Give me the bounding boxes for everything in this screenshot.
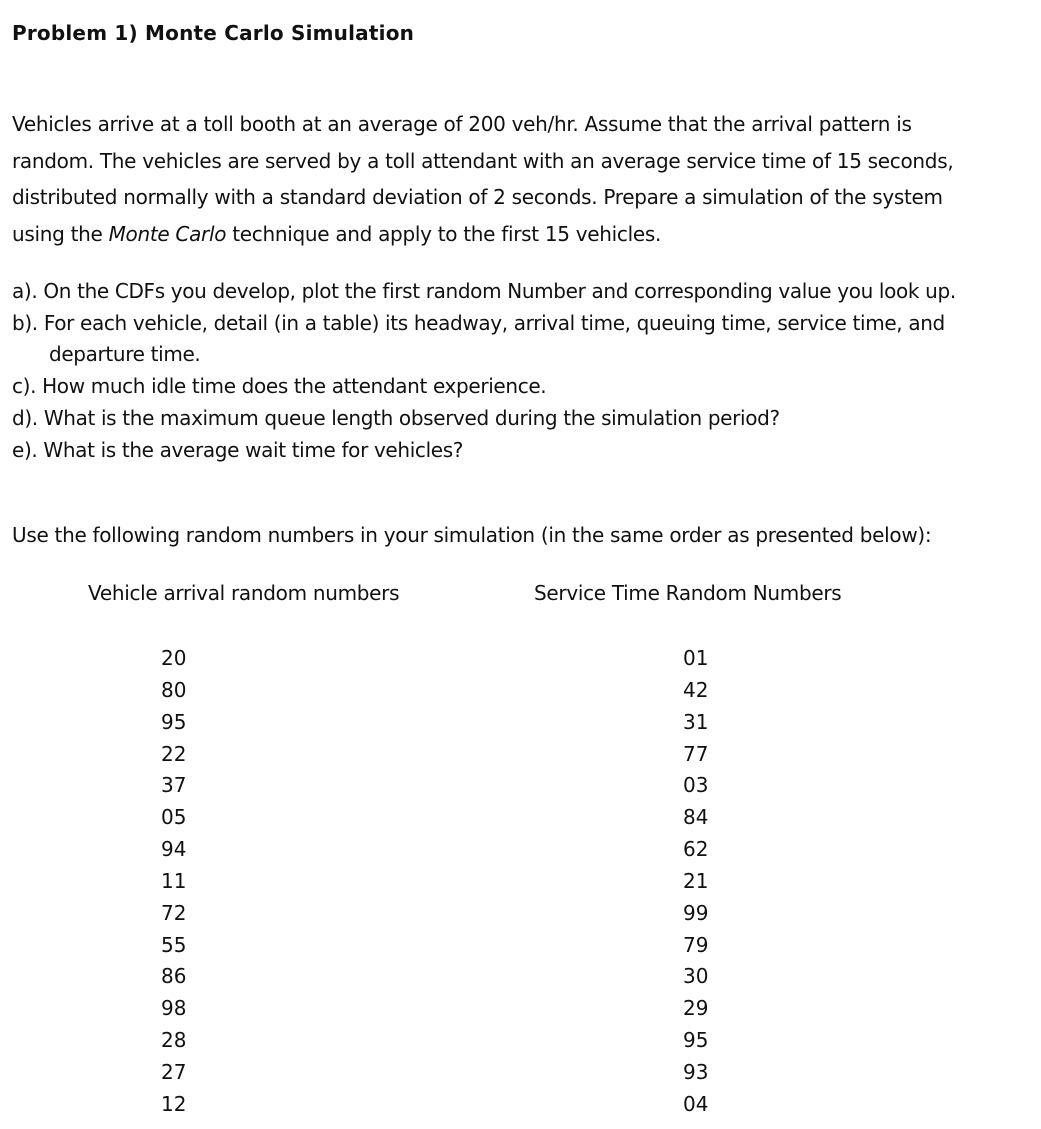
service-column-header: Service Time Random Numbers: [534, 581, 842, 605]
problem-statement-line: distributed normally with a standard deviation of 2 seconds. Prepare a simulation of the system: [12, 185, 943, 209]
question-d: d). What is the maximum queue length observed during the simulation period?: [12, 405, 780, 430]
question-e: e). What is the average wait time for vehicles?: [12, 437, 464, 462]
service-random-number: 95: [683, 1028, 709, 1053]
service-random-number: 93: [683, 1059, 709, 1084]
arrival-random-number: 37: [161, 773, 187, 798]
service-random-number: 04: [683, 1091, 709, 1116]
service-random-number: 03: [683, 773, 709, 798]
service-random-number: 29: [683, 996, 709, 1021]
arrival-random-number: 12: [161, 1091, 187, 1116]
service-random-number: 79: [683, 932, 709, 957]
arrival-random-number: 27: [161, 1059, 187, 1084]
problem-statement: [12, 106, 1034, 252]
arrival-random-number: 80: [161, 677, 187, 702]
service-random-number: 84: [683, 805, 709, 830]
service-random-number: 31: [683, 709, 709, 734]
problem-statement-line: random. The vehicles are served by a toll attendant with an average service time of 15 seconds,: [12, 148, 954, 173]
arrival-random-number: 11: [161, 868, 187, 893]
arrival-random-number: 05: [161, 805, 187, 830]
question-b: b). For each vehicle, detail (in a table) its headway, arrival time, queuing time, service time, and: [12, 310, 945, 335]
service-random-number: 42: [683, 677, 709, 702]
arrival-random-number: 28: [161, 1028, 187, 1053]
arrival-random-number: 22: [161, 741, 187, 766]
problem-statement-line: [12, 216, 1034, 253]
problem-statement-line: Vehicles arrive at a toll booth at an average of 200 veh/hr. Assume that the arrival pattern is: [12, 112, 912, 136]
question-c: c). How much idle time does the attendant experience.: [12, 374, 547, 399]
arrival-random-number: 20: [161, 646, 187, 670]
service-random-number: 21: [683, 868, 709, 893]
question-list: [12, 276, 1037, 466]
page-title: Problem 1) Monte Carlo Simulation: [12, 21, 415, 45]
statement-text: using the: [12, 221, 109, 246]
arrival-random-number: 94: [161, 837, 187, 862]
service-random-number: 99: [683, 900, 709, 925]
statement-italic-text: Monte Carlo: [108, 221, 227, 246]
random-numbers-instruction: Use the following random numbers in your simulation (in the same order as presented below):: [12, 523, 932, 547]
statement-text: technique and apply to the first 15 vehicles.: [226, 221, 662, 246]
service-random-number: 62: [683, 837, 709, 862]
service-random-number: 77: [683, 741, 709, 766]
service-random-number: 01: [683, 646, 709, 670]
question-b-continuation: departure time.: [49, 342, 201, 367]
arrival-random-number: 98: [161, 996, 187, 1021]
arrival-random-number: 55: [161, 932, 187, 957]
service-random-number: 30: [683, 964, 709, 989]
arrival-random-number: 86: [161, 964, 187, 989]
arrival-random-numbers: [161, 643, 186, 1121]
arrival-random-number: 95: [161, 709, 187, 734]
arrival-column-header: Vehicle arrival random numbers: [88, 581, 400, 605]
service-random-numbers: [683, 643, 708, 1121]
arrival-random-number: 72: [161, 900, 187, 925]
question-a: a). On the CDFs you develop, plot the first random Number and corresponding value you look up.: [12, 279, 956, 303]
